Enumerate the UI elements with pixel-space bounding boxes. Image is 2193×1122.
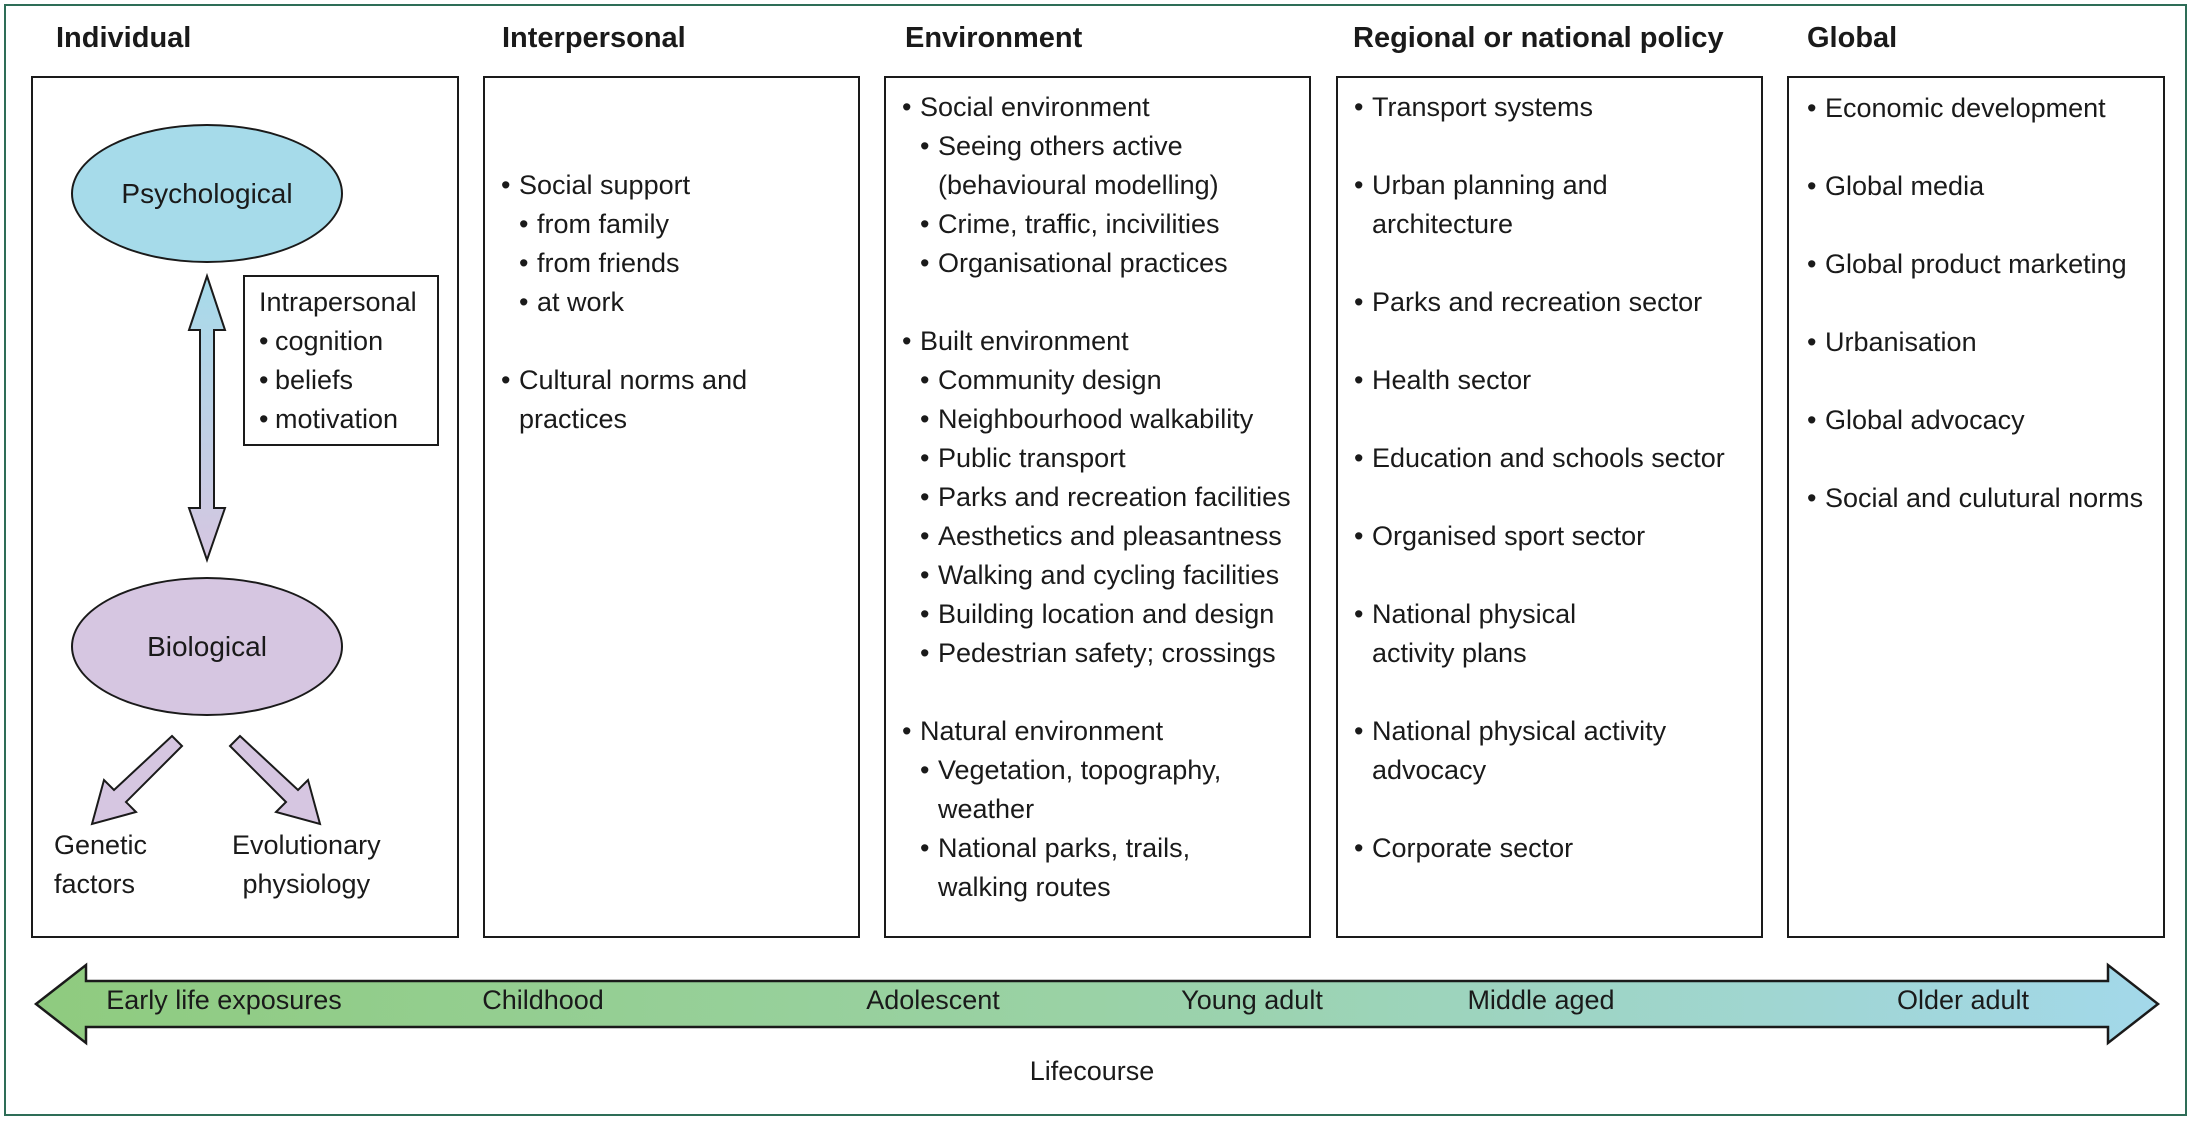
list-item: • Community design [920, 361, 1291, 400]
list-item: • Neighbourhood walkability [920, 400, 1291, 439]
list-item: advocacy [1372, 755, 1487, 785]
list-item: • Building location and design [920, 595, 1291, 634]
intrapersonal-box [243, 275, 439, 446]
interpersonal-list [501, 166, 747, 439]
list-item: • Transport systems [1354, 88, 1725, 127]
list-item: • Education and schools sector [1354, 439, 1725, 478]
stage-childhood: Childhood [482, 985, 604, 1015]
header-environment: Environment [905, 22, 1083, 54]
intrapersonal-title: Intrapersonal [259, 287, 417, 317]
arrow-to-genetic [92, 736, 182, 824]
intrapersonal-item: • motivation [259, 400, 437, 439]
list-item: • Built environment [902, 322, 1291, 361]
header-individual: Individual [56, 22, 192, 54]
list-item: • from friends [519, 244, 747, 283]
list-item: • Urbanisation [1807, 303, 2143, 381]
list-item: • Walking and cycling facilities [920, 556, 1291, 595]
list-item: • National physical [1354, 595, 1725, 634]
psychological-label: Psychological [121, 177, 293, 209]
list-item: • Social environment [902, 88, 1291, 127]
list-item: • Urban planning and [1354, 166, 1725, 205]
list-item: • Economic development [1807, 69, 2143, 147]
list-item: • at work [519, 283, 747, 322]
list-item: • Health sector [1354, 361, 1725, 400]
list-item: weather [938, 794, 1035, 824]
list-item: • Organised sport sector [1354, 517, 1725, 556]
header-policy: Regional or national policy [1353, 22, 1724, 54]
header-global: Global [1807, 22, 1898, 54]
header-interpersonal: Interpersonal [502, 22, 686, 54]
genetic-factors-label [54, 826, 147, 904]
list-item: • Seeing others active [920, 127, 1291, 166]
psychological-ellipse [71, 124, 343, 263]
environment-list [902, 88, 1291, 907]
list-item: • Natural environment [902, 712, 1291, 751]
evolutionary-line: physiology [242, 869, 371, 899]
list-item: • Corporate sector [1354, 829, 1725, 868]
list-item: • Global product marketing [1807, 225, 2143, 303]
list-item: • Social and culutural norms [1807, 459, 2143, 537]
list-item: • National parks, trails, [920, 829, 1291, 868]
intrapersonal-item: • cognition [259, 322, 437, 361]
evolutionary-line: Evolutionary [232, 830, 381, 860]
list-item: activity plans [1372, 638, 1527, 668]
list-item: • Pedestrian safety; crossings [920, 634, 1291, 673]
genetic-line: Genetic [54, 830, 148, 860]
stage-adolescent: Adolescent [866, 985, 1000, 1015]
stage-middle-aged: Middle aged [1467, 985, 1615, 1015]
list-item: • Social support [501, 166, 747, 205]
intrapersonal-item: • beliefs [259, 361, 437, 400]
list-item: • National physical activity [1354, 712, 1725, 751]
list-item: • Aesthetics and pleasantness [920, 517, 1291, 556]
global-list [1807, 69, 2143, 537]
list-item: (behavioural modelling) [938, 170, 1219, 200]
list-item: • Global advocacy [1807, 381, 2143, 459]
list-item: • Crime, traffic, incivilities [920, 205, 1291, 244]
list-item: • Global media [1807, 147, 2143, 225]
stage-older-adult: Older adult [1896, 985, 2030, 1015]
genetic-line: factors [54, 869, 136, 899]
double-arrow-psych-bio [189, 276, 225, 560]
stage-young-adult: Young adult [1181, 985, 1323, 1015]
list-item: • from family [519, 205, 747, 244]
list-item: • Vegetation, topography, [920, 751, 1291, 790]
stage-early-life: Early life exposures [106, 985, 342, 1015]
lifecourse-caption: Lifecourse [1029, 1056, 1155, 1086]
list-item: • Public transport [920, 439, 1291, 478]
list-item: • Parks and recreation sector [1354, 283, 1725, 322]
evolutionary-physiology-label [232, 826, 381, 904]
list-item: • Organisational practices [920, 244, 1291, 283]
list-item: • Parks and recreation facilities [920, 478, 1291, 517]
list-item: walking routes [938, 872, 1111, 902]
biological-label: Biological [147, 630, 267, 662]
list-item: architecture [1372, 209, 1514, 239]
list-item: practices [519, 404, 628, 434]
arrow-to-evolutionary [230, 736, 320, 824]
biological-ellipse [71, 577, 343, 716]
lifecourse-arrow [36, 965, 2158, 1043]
list-item: • Cultural norms and [501, 361, 747, 400]
policy-list [1354, 88, 1725, 868]
